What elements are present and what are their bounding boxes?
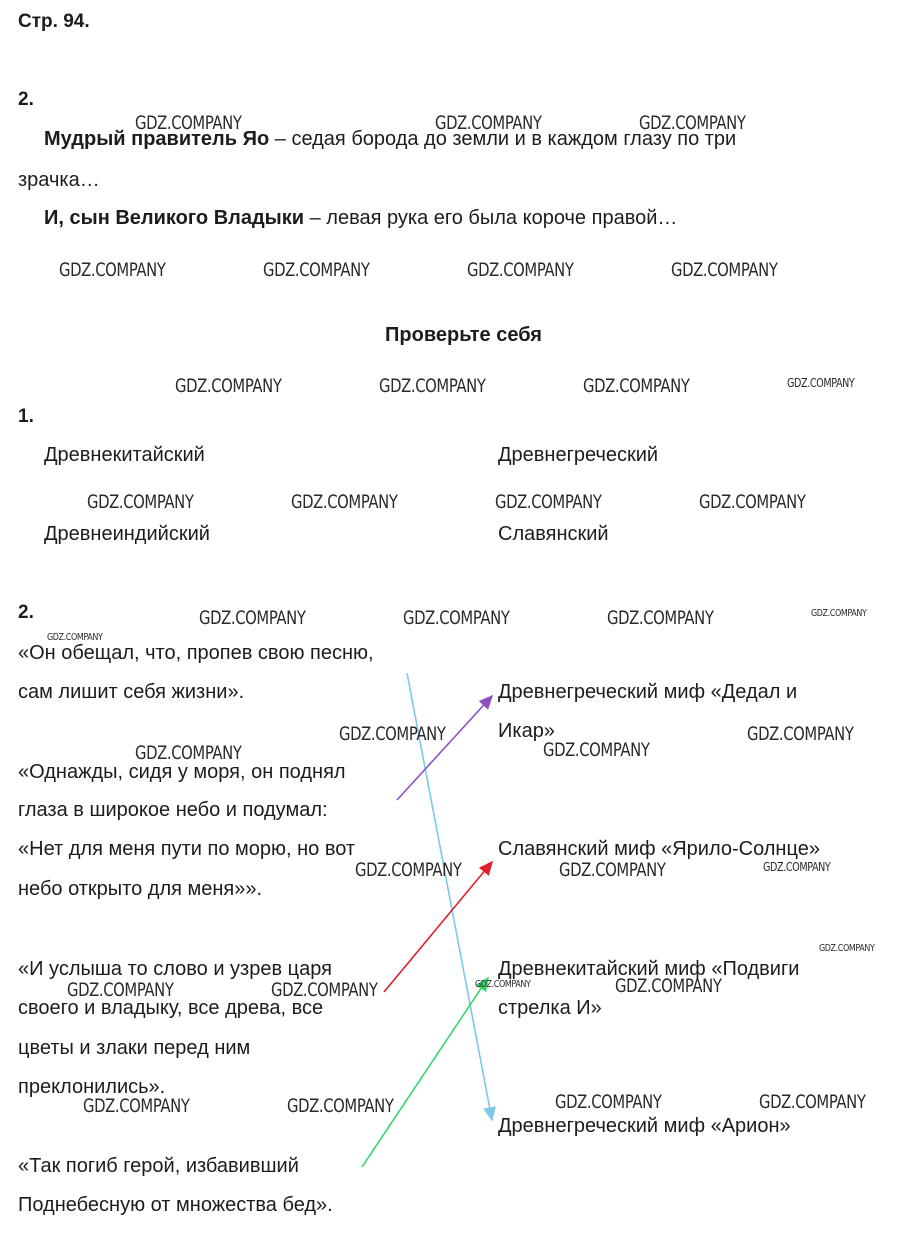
quote-line: цветы и злаки перед ним [18, 1037, 251, 1059]
task2-number: 2. [18, 602, 34, 623]
watermark: GDZ.COMPANY [87, 491, 194, 513]
task1-item: Древнегреческий [498, 444, 659, 466]
watermark: GDZ.COMPANY [59, 259, 166, 281]
watermark: GDZ.COMPANY [759, 1091, 866, 1113]
i-bold: И, сын Великого Владыки [44, 207, 305, 229]
watermark: GDZ.COMPANY [199, 607, 306, 629]
watermark: GDZ.COMPANY [699, 491, 806, 513]
myth-line: Древнегреческий миф «Арион» [498, 1115, 791, 1137]
watermark: GDZ.COMPANY [355, 859, 462, 881]
quote-line: «И услыша то слово и узрев царя [18, 958, 332, 980]
watermark: GDZ.COMPANY [379, 375, 486, 397]
watermark: GDZ.COMPANY [763, 860, 831, 874]
watermark: GDZ.COMPANY [291, 491, 398, 513]
watermark: GDZ.COMPANY [135, 112, 242, 134]
i-text: – левая рука его была короче правой… [304, 207, 678, 229]
quote-line: своего и владыку, все древа, все [18, 997, 324, 1019]
watermark: GDZ.COMPANY [271, 979, 378, 1001]
watermark: GDZ.COMPANY [263, 259, 370, 281]
myth-line: Икар» [498, 720, 555, 742]
myth-line: Славянский миф «Ярило-Солнце» [498, 838, 820, 860]
watermark: GDZ.COMPANY [787, 376, 855, 390]
arrow-purple [397, 696, 492, 800]
watermark: GDZ.COMPANY [135, 742, 242, 764]
myth-line: Древнегреческий миф «Дедал и [498, 681, 798, 703]
watermark: GDZ.COMPANY [555, 1091, 662, 1113]
watermark: GDZ.COMPANY [339, 723, 446, 745]
check-heading: Проверьте себя [385, 324, 542, 346]
quote-line: сам лишит себя жизни». [18, 681, 245, 703]
watermark: GDZ.COMPANY [67, 979, 174, 1001]
myth-line: стрелка И» [498, 997, 602, 1019]
watermark: GDZ.COMPANY [639, 112, 746, 134]
myth-line: Древнекитайский миф «Подвиги [498, 958, 800, 980]
task1-item: Древнеиндийский [44, 523, 210, 545]
watermark: GDZ.COMPANY [495, 491, 602, 513]
page-header: Стр. 94. [18, 11, 90, 32]
yao-bold: Мудрый правитель Яо [44, 128, 270, 150]
watermark: GDZ.COMPANY [467, 259, 574, 281]
watermark: GDZ.COMPANY [811, 608, 867, 619]
watermark: GDZ.COMPANY [287, 1095, 394, 1117]
watermark: GDZ.COMPANY [83, 1095, 190, 1117]
watermark: GDZ.COMPANY [475, 979, 531, 990]
task1-number: 1. [18, 406, 34, 427]
watermark: GDZ.COMPANY [747, 723, 854, 745]
watermark: GDZ.COMPANY [543, 739, 650, 761]
yao-continuation: зрачка… [18, 169, 100, 191]
watermark: GDZ.COMPANY [607, 607, 714, 629]
quote-line: «Нет для меня пути по морю, но вот [18, 838, 356, 860]
watermark: GDZ.COMPANY [671, 259, 778, 281]
quote-line: «Так погиб герой, избавивший [18, 1155, 299, 1177]
watermark: GDZ.COMPANY [47, 632, 103, 643]
watermark: GDZ.COMPANY [583, 375, 690, 397]
watermark: GDZ.COMPANY [615, 975, 722, 997]
quote-line: небо открыто для меня»». [18, 878, 263, 900]
arrow-green [362, 978, 488, 1167]
section-number: 2. [18, 89, 34, 110]
quote-line: глаза в широкое небо и подумал: [18, 799, 328, 821]
arrow-red [384, 862, 492, 992]
quote-line: преклонились». [18, 1076, 166, 1098]
yao-text: – седая борода до земли и в каждом глазу по три [269, 128, 737, 150]
quote-line: «Однажды, сидя у моря, он поднял [18, 761, 346, 783]
watermark: GDZ.COMPANY [435, 112, 542, 134]
task1-item: Древнекитайский [44, 444, 205, 466]
watermark: GDZ.COMPANY [559, 859, 666, 881]
watermark: GDZ.COMPANY [819, 943, 875, 954]
watermark: GDZ.COMPANY [403, 607, 510, 629]
quote-line: «Он обещал, что, пропев свою песню, [18, 642, 374, 664]
quote-line: Поднебесную от множества бед». [18, 1194, 333, 1216]
watermark: GDZ.COMPANY [175, 375, 282, 397]
task1-item: Славянский [498, 523, 609, 545]
